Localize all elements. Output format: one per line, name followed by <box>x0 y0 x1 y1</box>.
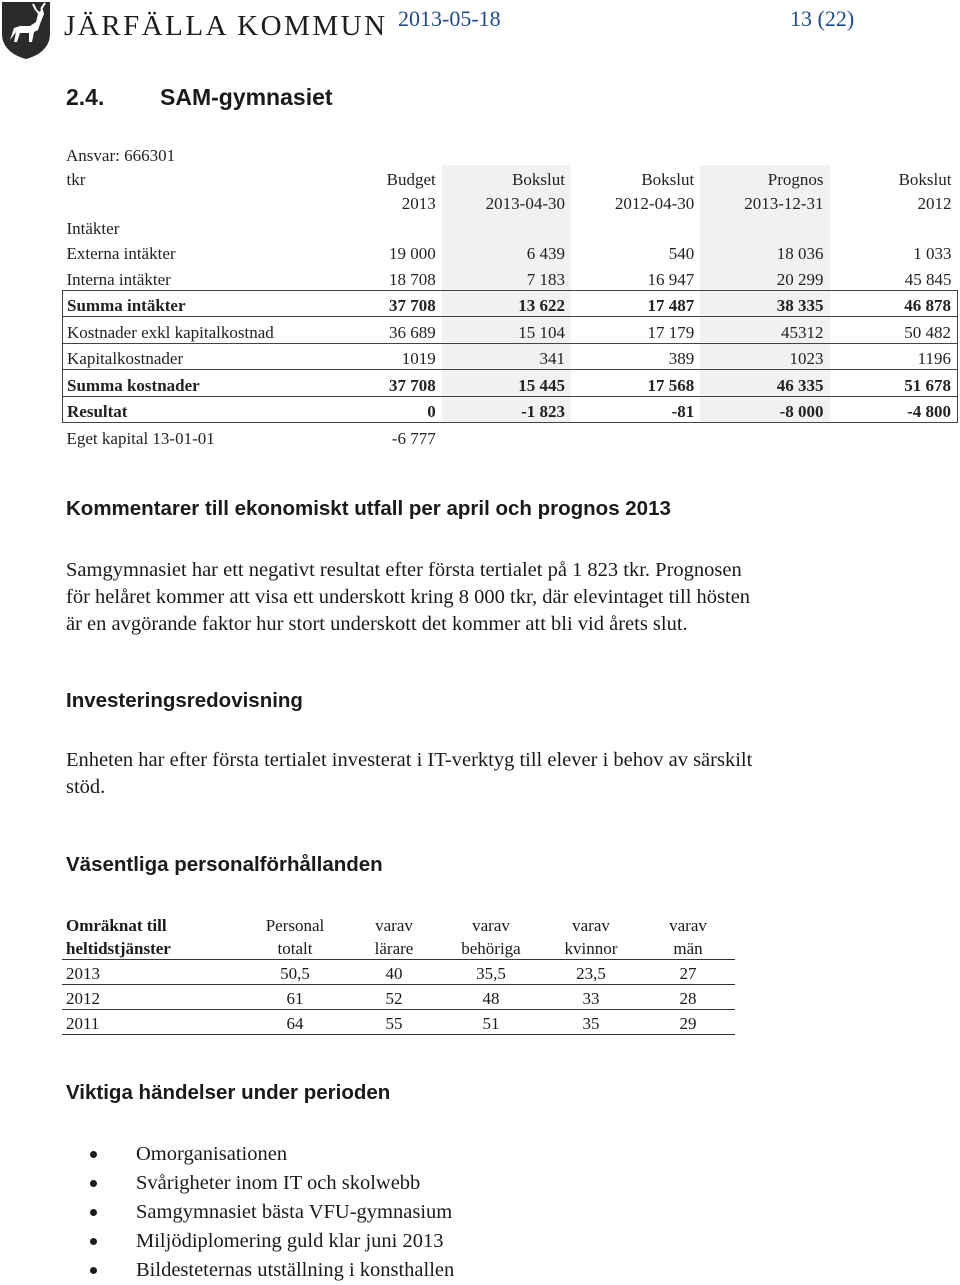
table-cell: -1 823 <box>442 396 571 423</box>
table-cell: 37 708 <box>363 370 442 397</box>
table-row <box>63 317 958 344</box>
table-cell: 45 845 <box>904 269 952 289</box>
table-cell: 15 104 <box>442 317 571 344</box>
municipality-crest-icon <box>0 0 52 60</box>
bullet-icon <box>90 1209 97 1216</box>
investments-heading: Investeringsredovisning <box>66 689 303 712</box>
row-label: Resultat <box>63 396 364 423</box>
header-cell: Bokslut <box>641 169 695 189</box>
municipality-name: JÄRFÄLLA KOMMUN <box>64 10 388 42</box>
row-label: Summa kostnader <box>63 370 364 397</box>
table-cell: 7 183 <box>442 264 571 290</box>
header-cell: varav <box>472 916 510 935</box>
investments-paragraph <box>66 747 752 801</box>
table-cell: 18 036 <box>700 239 829 265</box>
comments-paragraph <box>66 557 750 638</box>
table-row <box>63 343 958 370</box>
finance-table <box>62 165 958 449</box>
header-cell: 2013-04-30 <box>442 190 571 215</box>
row-label: Interna intäkter <box>66 269 171 289</box>
table-row <box>62 960 735 985</box>
table-cell: 51 <box>441 1010 541 1035</box>
row-label: Kostnader exkl kapitalkostnad <box>63 317 364 344</box>
list-item <box>90 1169 454 1198</box>
table-cell: 389 <box>571 343 700 370</box>
table-cell: 15 445 <box>442 370 571 397</box>
header-cell: varav <box>375 916 413 935</box>
table-cell: 28 <box>641 985 735 1010</box>
table-cell: 48 <box>441 985 541 1010</box>
bullet-icon <box>90 1267 97 1274</box>
document-date: 2013-05-18 <box>398 6 501 31</box>
header-cell: tkr <box>66 169 86 189</box>
list-item <box>90 1256 454 1285</box>
row-label: Eget kapital 13-01-01 <box>66 428 215 448</box>
table-row <box>63 264 958 290</box>
personnel-header-row <box>62 913 735 936</box>
list-item-text: Bildesteternas utställning i konsthallen <box>136 1259 455 1281</box>
header-cell: 2013 <box>401 194 436 213</box>
events-heading: Viktiga händelser under perioden <box>66 1081 391 1104</box>
finance-group-row <box>63 214 958 239</box>
list-item-text: Samgymnasiet bästa VFU-gymnasium <box>136 1201 453 1223</box>
table-cell: 18 708 <box>388 269 436 289</box>
header-cell: 2013-12-31 <box>700 190 829 215</box>
header-cell: Personal <box>265 916 325 935</box>
table-row-total <box>63 370 958 397</box>
row-label: 2011 <box>62 1010 243 1035</box>
bullet-icon <box>90 1180 97 1187</box>
page-number: 13 (22) <box>790 6 855 31</box>
table-cell: 19 000 <box>388 244 436 263</box>
events-list <box>90 1140 454 1285</box>
group-label: Intäkter <box>66 218 120 238</box>
table-cell: 17 179 <box>571 317 700 344</box>
finance-header-row <box>63 165 958 190</box>
bullet-icon <box>90 1151 97 1158</box>
table-cell: 1023 <box>700 343 829 370</box>
text-line: Samgymnasiet har ett negativt resultat efter första tertialet på 1 823 tkr. Prognosen <box>66 559 742 581</box>
table-cell: 45312 <box>700 317 829 344</box>
table-cell: 40 <box>347 960 441 985</box>
table-cell: 52 <box>347 985 441 1010</box>
table-cell: 51 678 <box>830 370 958 397</box>
row-label: 2013 <box>62 960 243 985</box>
table-cell: 50,5 <box>243 960 347 985</box>
text-line: stöd. <box>66 776 106 798</box>
header-cell: 2012-04-30 <box>614 194 695 213</box>
text-line: är en avgörande faktor hur stort underskott det kommer att bli vid årets slut. <box>66 613 688 635</box>
header-cell: 2012 <box>917 194 952 213</box>
table-cell: 540 <box>668 244 695 263</box>
header-cell: Prognos <box>700 165 829 190</box>
header-cell: Bokslut <box>898 169 952 189</box>
personnel-table <box>62 913 735 1035</box>
table-cell: 29 <box>641 1010 735 1035</box>
list-item-text: Omorganisationen <box>136 1143 288 1165</box>
table-cell: 1 033 <box>913 244 952 263</box>
table-cell: 1019 <box>363 343 442 370</box>
list-item <box>90 1227 454 1256</box>
personnel-heading: Väsentliga personalförhållanden <box>66 853 383 876</box>
list-item <box>90 1198 454 1227</box>
table-cell: -6 777 <box>391 428 436 448</box>
table-cell: 61 <box>243 985 347 1010</box>
list-item-text: Miljödiplomering guld klar juni 2013 <box>136 1230 444 1252</box>
table-cell: 1196 <box>830 343 958 370</box>
header-cell: varav <box>669 916 707 935</box>
table-cell: -4 800 <box>830 396 958 423</box>
table-cell: 13 622 <box>442 290 571 317</box>
table-row-equity <box>63 423 958 449</box>
table-cell: 35 <box>541 1010 641 1035</box>
header-cell: kvinnor <box>541 936 641 960</box>
table-cell: -81 <box>571 396 700 423</box>
header-cell: Budget <box>386 169 436 189</box>
bullet-icon <box>90 1238 97 1245</box>
header-cell: Omräknat till <box>66 916 167 935</box>
finance-header-row <box>63 190 958 215</box>
text-line: Enheten har efter första tertialet investerat i IT-verktyg till elever i behov av särskilt <box>66 749 753 771</box>
table-row <box>62 1010 735 1035</box>
table-cell: 35,5 <box>441 960 541 985</box>
table-cell: 23,5 <box>541 960 641 985</box>
list-item-text: Svårigheter inom IT och skolwebb <box>136 1172 421 1194</box>
table-cell: 33 <box>541 985 641 1010</box>
row-label: Summa intäkter <box>63 290 364 317</box>
header-cell: män <box>641 936 735 960</box>
table-cell: 27 <box>641 960 735 985</box>
header-cell: heltidstjänster <box>62 936 243 960</box>
table-cell: 36 689 <box>363 317 442 344</box>
table-cell: -8 000 <box>700 396 829 423</box>
table-row <box>63 239 958 265</box>
section-number: 2.4. <box>66 84 105 110</box>
header-cell: lärare <box>347 936 441 960</box>
table-cell: 341 <box>442 343 571 370</box>
table-cell: 50 482 <box>830 317 958 344</box>
table-row-total <box>63 290 958 317</box>
table-cell: 17 487 <box>571 290 700 317</box>
table-row-result <box>63 396 958 423</box>
header-cell: Bokslut <box>442 165 571 190</box>
header-cell: varav <box>572 916 610 935</box>
section-title: SAM-gymnasiet <box>160 84 333 110</box>
table-cell: 16 947 <box>647 269 695 289</box>
header-cell <box>63 190 364 215</box>
table-cell: 64 <box>243 1010 347 1035</box>
table-cell: 37 708 <box>363 290 442 317</box>
text-line: för helåret kommer att visa ett underskott kring 8 000 tkr, där elevintaget till hösten <box>66 586 751 608</box>
table-cell: 55 <box>347 1010 441 1035</box>
table-cell: 0 <box>363 396 442 423</box>
row-label: 2012 <box>62 985 243 1010</box>
table-row <box>62 985 735 1010</box>
personnel-header-row <box>62 936 735 960</box>
table-cell: 38 335 <box>700 290 829 317</box>
row-label: Kapitalkostnader <box>63 343 364 370</box>
ansvar-label: Ansvar: 666301 <box>66 146 176 165</box>
header-cell: totalt <box>243 936 347 960</box>
table-cell: 46 878 <box>830 290 958 317</box>
table-cell: 6 439 <box>442 239 571 265</box>
comments-heading: Kommentarer till ekonomiskt utfall per april och prognos 2013 <box>66 497 671 520</box>
table-cell: 17 568 <box>571 370 700 397</box>
list-item <box>90 1140 454 1169</box>
header-cell: behöriga <box>441 936 541 960</box>
row-label: Externa intäkter <box>66 244 176 263</box>
table-cell: 46 335 <box>700 370 829 397</box>
table-cell: 20 299 <box>700 264 829 290</box>
